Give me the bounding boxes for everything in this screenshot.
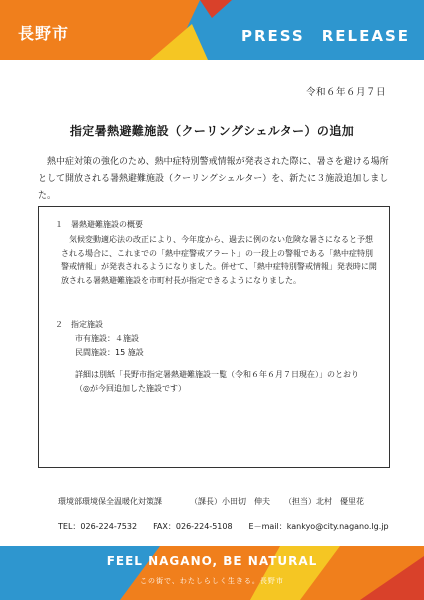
city-name-logo: 長野市 [18, 24, 70, 43]
section-chief: （課長）小田切 伸夫 [190, 497, 270, 506]
details-reference: 詳細は別紙「長野市指定暑熱避難施設一覧（令和６年６月７日現在）」のとおり [75, 370, 359, 379]
city-tagline: この街で、わたしらしく生きる。長野市 [140, 577, 284, 585]
intro-paragraph: 熱中症対策の強化のため、熱中症特別警戒情報が発表された際に、暑さを避ける場所として開放される暑熱避難施設（クーリングシェルター）を、新たに３施設追加しました。 [38, 157, 389, 201]
details-box [38, 206, 390, 468]
press-release-header [0, 0, 424, 60]
city-slogan: FEEL NAGANO, BE NATURAL [106, 554, 318, 568]
press-release-label: PRESS RELEASE [241, 27, 410, 45]
contact-staff: （担当）北村 優里花 [284, 497, 364, 506]
city-facilities-count: 市有施設：４施設 [75, 334, 139, 343]
details-note: （◎が今回追加した施設です） [75, 384, 186, 393]
section-2-heading: ２ 指定施設 [55, 320, 103, 329]
section-1-heading: １ 暑熱避難施設の概要 [55, 220, 143, 229]
private-facilities-count: 民間施設：15 施設 [75, 348, 144, 357]
contact-info: TEL：026-224-7532 FAX：026-224-5108 E－mail：kankyo@city.nagano.lg.jp [58, 522, 389, 531]
slogan-band [0, 546, 424, 600]
section-1-body: 気候変動適応法の改正により、今年度から、過去に例のない危険な暑さになると予想される場合に、これまでの「熱中症警戒アラート」の一段上の警報である「熱中症特別警戒情報」が発表されるようになりました。併せて、「熱中症特別警戒情報」発表時に開放される暑熱避難施設を市町村長が指定できるようになりました。 [61, 235, 377, 285]
department-name: 環境部環境保全温暖化対策課 [58, 497, 162, 506]
page-title: 指定暑熱避難施設（クーリングシェルター）の追加 [69, 124, 355, 138]
release-date: 令和６年６月７日 [305, 87, 386, 98]
